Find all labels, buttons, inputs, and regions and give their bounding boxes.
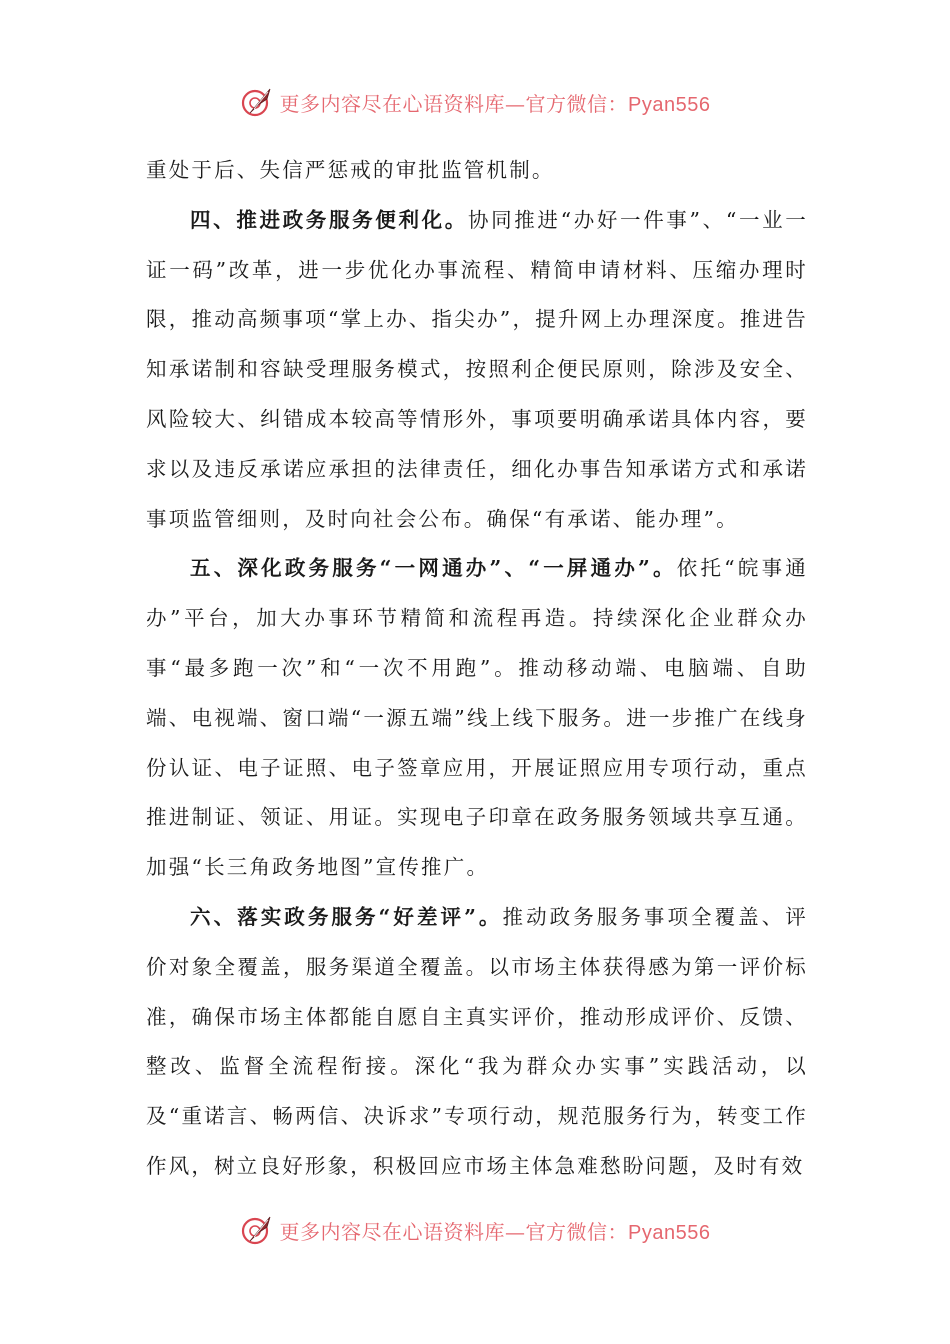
- watermark-banner-bottom: [0, 1210, 950, 1250]
- watermark-wechat-id: Pyan556: [628, 93, 711, 116]
- section-body-4: 协同推进“办好一件事”、“一业一证一码”改革，进一步优化办事流程、精简申请材料、压缩办理时限，推动高频事项“掌上办、指尖办”，提升网上办理深度。推进告知承诺制和容缺受理服务模式，按照利企便民原则，除涉及安全、风险较大、纠错成本较高等情形外，事项要明确承诺具体内容，要求以及违反承诺应承担的法律责任，细化办事告知承诺方式和承诺事项监管细则，及时向社会公布。确保“有承诺、能办理”。: [146, 207, 808, 531]
- watermark-wechat-id: Pyan556: [628, 1221, 711, 1244]
- watermark-wechat-label: 官方微信：: [525, 91, 629, 116]
- paragraph-body: 重处于后、失信严惩戒的审批监管机制。: [146, 158, 555, 182]
- watermark-brand: 更多内容尽在心语资料库: [279, 1219, 506, 1244]
- watermark-brand: 更多内容尽在心语资料库: [279, 91, 506, 116]
- paragraph-section-4: [146, 196, 808, 545]
- paragraph-section-5: [146, 544, 808, 893]
- section-body-5: 依托“皖事通办”平台，加大办事环节精简和流程再造。持续深化企业群众办事“最多跑一次”和“一次不用跑”。推动移动端、电脑端、自助端、电视端、窗口端“一源五端”线上线下服务。进一步推广在线身份认证、电子证照、电子签章应用，开展证照应用专项行动，重点推进制证、领证、用证。实现电子印章在政务服务领域共享互通。加强“长三角政务地图”宣传推广。: [146, 556, 808, 880]
- paragraph-continuation: [146, 146, 808, 196]
- section-heading-4: 四、推进政务服务便利化。: [190, 207, 468, 232]
- watermark-wechat-label: 官方微信：: [525, 1219, 629, 1244]
- watermark-banner-top: [0, 82, 950, 122]
- document-body: [146, 146, 808, 1192]
- section-heading-5: 五、深化政务服务“一网通办”、“一屏通办”。: [190, 556, 677, 581]
- paragraph-section-6: [146, 893, 808, 1192]
- section-heading-6: 六、落实政务服务“好差评”。: [190, 904, 503, 929]
- watermark-text: [280, 88, 711, 117]
- quill-logo-icon: [240, 85, 274, 119]
- section-body-6: 推动政务服务事项全覆盖、评价对象全覆盖，服务渠道全覆盖。以市场主体获得感为第一评价标准，确保市场主体都能自愿自主真实评价，推动形成评价、反馈、整改、监督全流程衔接。深化“我为群众办实事”实践活动，以及“重诺言、畅两信、决诉求”专项行动，规范服务行为，转变工作作风，树立良好形象，积极回应市场主体急难愁盼问题，及时有效: [146, 904, 808, 1178]
- quill-logo-icon: [240, 1213, 274, 1247]
- watermark-dash: —: [505, 91, 526, 116]
- watermark-text: [280, 1216, 711, 1245]
- watermark-dash: —: [505, 1219, 526, 1244]
